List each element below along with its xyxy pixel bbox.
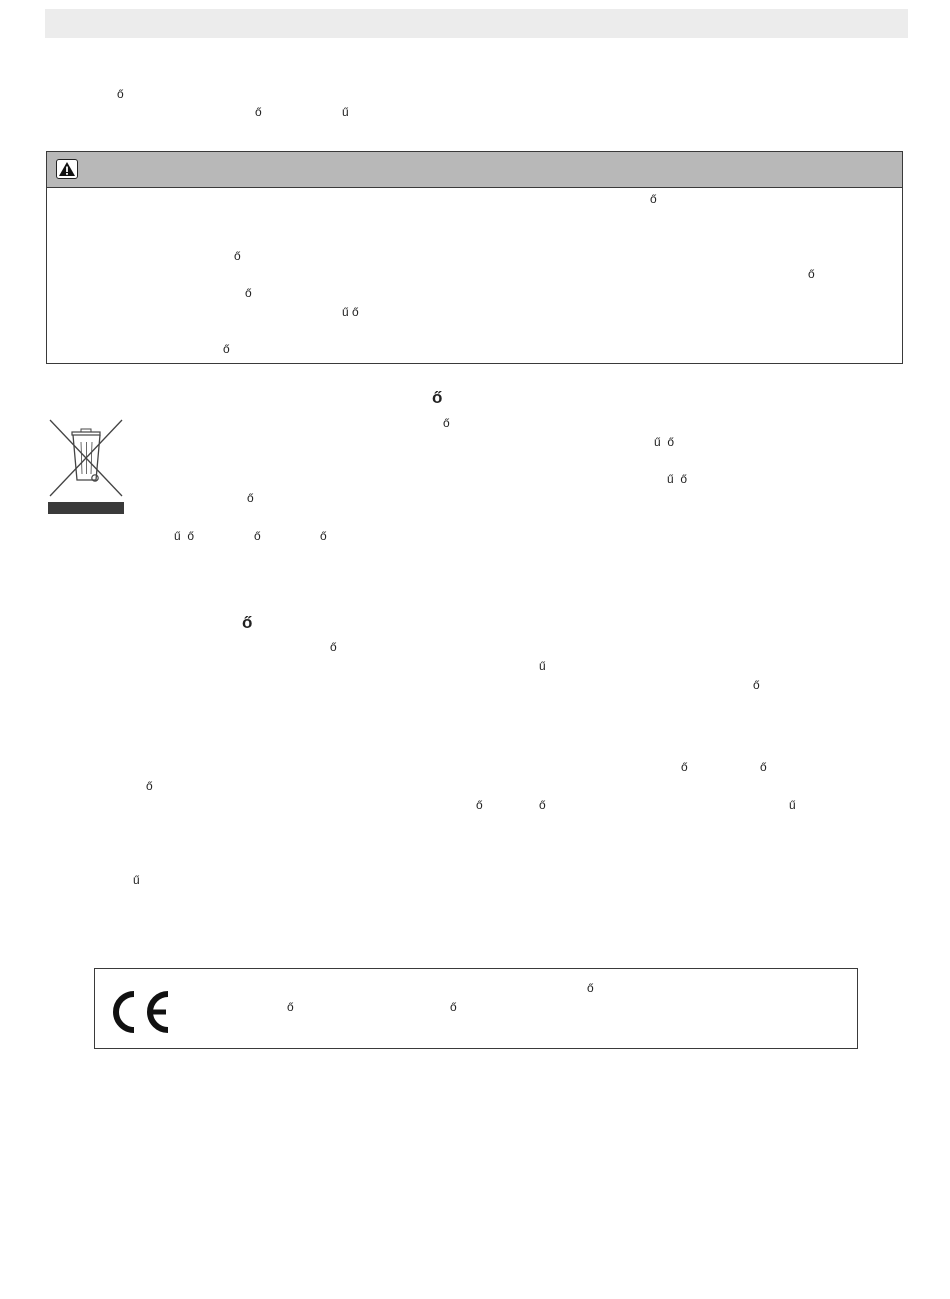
warning-text-fragment: ő <box>223 342 230 356</box>
ce-text-fragment: ő <box>450 1000 457 1014</box>
disposal-text-fragment: ő <box>320 529 327 543</box>
section-text-fragment: ű <box>133 873 140 887</box>
section-text-fragment: ű <box>539 659 546 673</box>
disposal-text-fragment: ű ő <box>174 529 195 543</box>
ce-mark-icon <box>110 990 172 1037</box>
warning-header <box>47 152 902 188</box>
section-text-fragment: ő <box>146 779 153 793</box>
ce-notice-box <box>94 968 858 1049</box>
disposal-text-fragment: ű ő <box>667 472 688 486</box>
section-text-fragment: ő <box>330 640 337 654</box>
warning-text-fragment: ő <box>234 249 241 263</box>
section-text-fragment: ő <box>681 760 688 774</box>
disposal-text-fragment: ő <box>443 416 450 430</box>
warning-box <box>46 151 903 364</box>
section-text-fragment: ő <box>476 798 483 812</box>
disposal-text-fragment: ő <box>247 491 254 505</box>
page-header-bar <box>45 9 908 38</box>
ce-text-fragment: ő <box>587 981 594 995</box>
section-text-fragment: ő <box>760 760 767 774</box>
disposal-text-fragment: ő <box>254 529 261 543</box>
section-text-fragment: ű <box>789 798 796 812</box>
ce-text-fragment: ő <box>287 1000 294 1014</box>
intro-text-fragment: ű <box>342 105 349 119</box>
disposal-text-fragment: ű ő <box>654 435 675 449</box>
warning-text-fragment: ő <box>245 286 252 300</box>
disposal-heading-fragment: ő <box>432 388 443 407</box>
intro-text-fragment: ő <box>117 87 124 101</box>
intro-text-fragment: ő <box>255 105 262 119</box>
warning-text-fragment: ű ő <box>342 305 359 319</box>
section-heading-fragment: ő <box>242 613 253 632</box>
warning-triangle-icon <box>56 159 78 179</box>
crossed-out-wheelie-bin-icon <box>48 418 124 519</box>
section-text-fragment: ő <box>753 678 760 692</box>
section-text-fragment: ő <box>539 798 546 812</box>
warning-text-fragment: ő <box>808 267 815 281</box>
warning-text-fragment: ő <box>650 192 657 206</box>
